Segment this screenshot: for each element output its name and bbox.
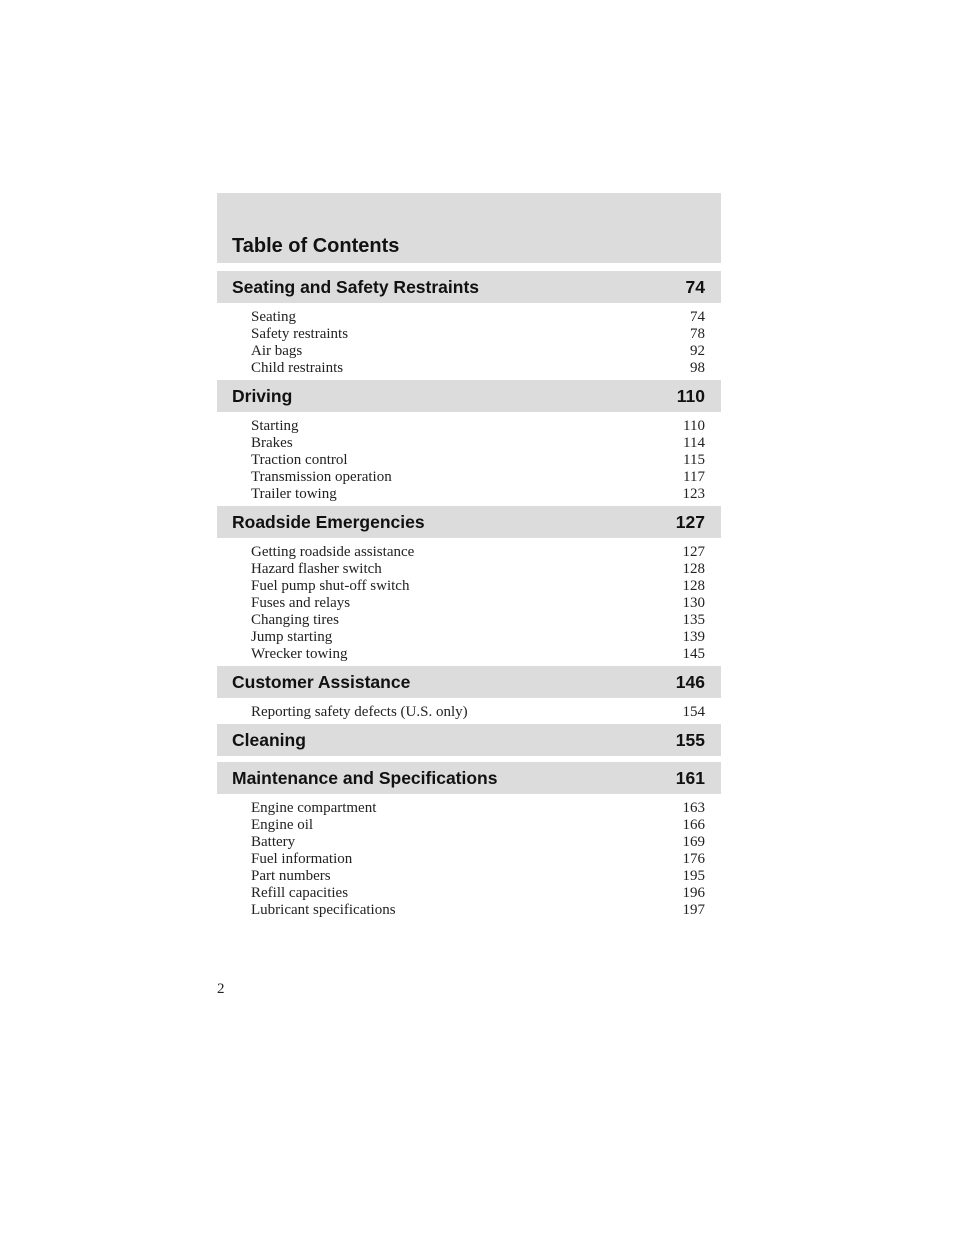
toc-entry-label: Wrecker towing (251, 646, 348, 662)
toc-entry-label: Fuses and relays (251, 595, 351, 611)
section-page: 155 (675, 729, 705, 750)
toc-entry-page: 127 (682, 544, 705, 560)
toc-entry-label: Hazard flasher switch (251, 561, 382, 577)
toc-entry-page: 78 (690, 326, 705, 342)
toc-entry-page: 110 (683, 418, 705, 434)
toc-entry-label: Seating (251, 309, 296, 325)
table-of-contents (217, 193, 721, 922)
section-title: Customer Assistance (232, 671, 411, 692)
toc-entry[interactable] (251, 800, 705, 817)
section-heading[interactable] (217, 506, 721, 538)
section-items (217, 412, 721, 506)
toc-entry-page: 139 (682, 629, 705, 645)
toc-entry[interactable] (251, 834, 705, 851)
toc-entry-page: 176 (682, 851, 705, 867)
toc-entry-page: 135 (682, 612, 705, 628)
toc-entry-label: Fuel information (251, 851, 353, 867)
toc-entry-page: 117 (683, 469, 705, 485)
toc-entry[interactable] (251, 629, 705, 646)
toc-entry-page: 128 (682, 561, 705, 577)
toc-entry-page: 197 (682, 902, 705, 918)
toc-entry-label: Changing tires (251, 612, 339, 628)
toc-entry-page: 166 (682, 817, 705, 833)
toc-entry[interactable] (251, 418, 705, 435)
section-heading[interactable] (217, 666, 721, 698)
section-heading[interactable] (217, 724, 721, 756)
toc-entry[interactable] (251, 578, 705, 595)
toc-entry[interactable] (251, 469, 705, 486)
section-items (217, 538, 721, 666)
toc-entry-label: Child restraints (251, 360, 344, 376)
toc-entry[interactable] (251, 902, 705, 919)
toc-entry[interactable] (251, 868, 705, 885)
toc-entry-page: 128 (682, 578, 705, 594)
toc-entry[interactable] (251, 595, 705, 612)
section-title: Roadside Emergencies (232, 511, 425, 532)
toc-entry-label: Engine oil (251, 817, 314, 833)
toc-entry[interactable] (251, 885, 705, 902)
section-title: Seating and Safety Restraints (232, 276, 480, 297)
toc-entry-page: 154 (682, 704, 705, 720)
toc-entry-label: Traction control (251, 452, 348, 468)
section-page: 146 (675, 671, 705, 692)
toc-entry[interactable] (251, 544, 705, 561)
section-title: Maintenance and Specifications (232, 767, 498, 788)
toc-header (217, 193, 721, 263)
toc-entry-page: 145 (682, 646, 705, 662)
section-page: 110 (676, 385, 705, 406)
toc-entry-label: Air bags (251, 343, 303, 359)
toc-entry-label: Engine compartment (251, 800, 377, 816)
toc-entry-page: 74 (690, 309, 705, 325)
section-page: 161 (675, 767, 705, 788)
section-heading[interactable] (217, 762, 721, 794)
toc-entry-label: Transmission operation (251, 469, 392, 485)
toc-entry-page: 195 (682, 868, 705, 884)
toc-entry[interactable] (251, 561, 705, 578)
toc-entry-page: 114 (683, 435, 705, 451)
toc-entry-page: 98 (690, 360, 705, 376)
toc-entry-page: 123 (682, 486, 705, 502)
toc-entry-page: 115 (683, 452, 705, 468)
toc-entry-label: Fuel pump shut-off switch (251, 578, 410, 594)
toc-entry-page: 169 (682, 834, 705, 850)
toc-entry[interactable] (251, 326, 705, 343)
toc-entry-label: Safety restraints (251, 326, 349, 342)
toc-entry[interactable] (251, 851, 705, 868)
toc-entry[interactable] (251, 435, 705, 452)
section-heading[interactable] (217, 380, 721, 412)
page-number: 2 (217, 981, 225, 997)
toc-entry-page: 196 (682, 885, 705, 901)
toc-entry-label: Refill capacities (251, 885, 349, 901)
toc-entry-label: Trailer towing (251, 486, 337, 502)
toc-title: Table of Contents (232, 235, 400, 257)
section-page: 127 (675, 511, 705, 532)
section-items (217, 794, 721, 922)
toc-entry[interactable] (251, 360, 705, 377)
section-title: Cleaning (232, 729, 306, 750)
section-items (217, 303, 721, 380)
toc-entry-label: Battery (251, 834, 296, 850)
toc-entry[interactable] (251, 486, 705, 503)
toc-entry-page: 130 (682, 595, 705, 611)
toc-entry-label: Jump starting (251, 629, 333, 645)
toc-entry[interactable] (251, 343, 705, 360)
toc-entry[interactable] (251, 646, 705, 663)
toc-entry-label: Lubricant specifications (251, 902, 396, 918)
toc-entry[interactable] (251, 612, 705, 629)
section-page: 74 (685, 276, 705, 297)
section-title: Driving (232, 385, 293, 406)
toc-entry[interactable] (251, 452, 705, 469)
toc-entry-page: 92 (690, 343, 705, 359)
toc-entry[interactable] (251, 309, 705, 326)
section-items (217, 698, 721, 724)
toc-entry-label: Brakes (251, 435, 293, 451)
toc-entry[interactable] (251, 704, 705, 721)
toc-entry-label: Starting (251, 418, 299, 434)
section-heading[interactable] (217, 271, 721, 303)
toc-sections (217, 271, 721, 922)
toc-entry-label: Getting roadside assistance (251, 544, 415, 560)
toc-entry[interactable] (251, 817, 705, 834)
toc-entry-page: 163 (682, 800, 705, 816)
toc-entry-label: Reporting safety defects (U.S. only) (251, 704, 468, 720)
toc-entry-label: Part numbers (251, 868, 331, 884)
